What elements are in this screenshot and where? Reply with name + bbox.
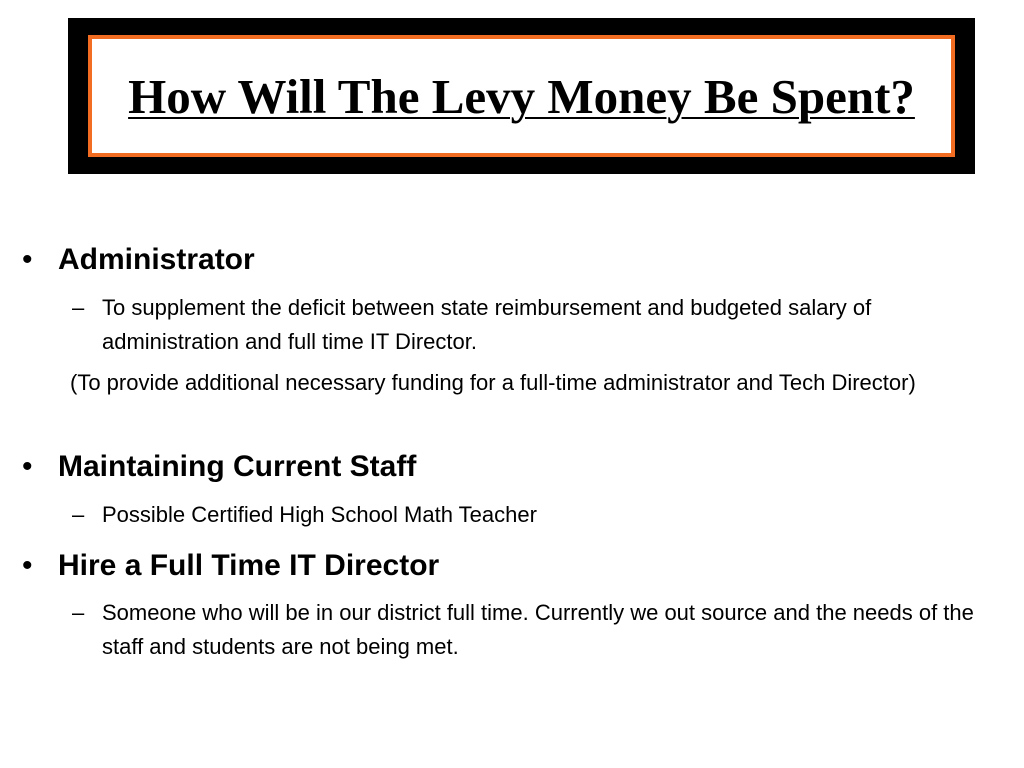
sub-bullet-item xyxy=(72,291,1002,359)
sub-bullet-item xyxy=(72,596,1002,664)
sub-bullet-text: Someone who will be in our district full time. Currently we out source and the needs of the staff and students are not being met. xyxy=(102,600,974,659)
bullet-label: Maintaining Current Staff xyxy=(58,450,417,483)
dash-icon: – xyxy=(72,600,85,625)
slide-title: How Will The Levy Money Be Spent? xyxy=(128,68,915,124)
bullet-icon: • xyxy=(22,243,33,276)
dash-icon: – xyxy=(72,295,85,320)
bullet-item-staff xyxy=(22,450,416,484)
bullet-icon: • xyxy=(22,450,33,483)
bullet-label: Hire a Full Time IT Director xyxy=(58,549,440,582)
bullet-item-administrator xyxy=(22,243,255,277)
bullet-icon: • xyxy=(22,549,33,582)
bullet-label: Administrator xyxy=(58,243,255,276)
dash-icon: – xyxy=(72,502,85,527)
sub-bullet-text: Possible Certified High School Math Teacher xyxy=(102,502,537,527)
sub-bullet-item xyxy=(72,498,1002,532)
sub-bullet-text: To supplement the deficit between state reimbursement and budgeted salary of administration and full time IT Director. xyxy=(102,295,872,354)
note-text: (To provide additional necessary funding for a full-time administrator and Tech Director) xyxy=(70,370,916,395)
bullet-item-it-director xyxy=(22,549,439,583)
